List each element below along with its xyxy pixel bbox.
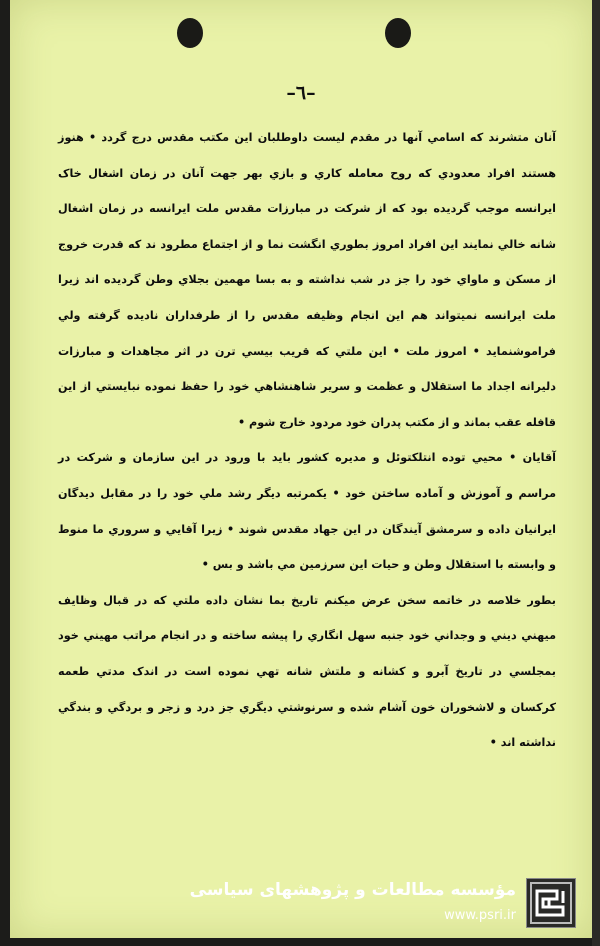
watermark-url[interactable]: www.psri.ir (444, 908, 516, 923)
page-number: –٦– (286, 82, 316, 104)
document-page (10, 0, 592, 938)
punch-hole-right (385, 18, 411, 48)
psri-logo-icon (526, 878, 576, 928)
watermark-title: مؤسسه مطالعات و پژوهشهای سیاسی (189, 880, 516, 900)
watermark (189, 874, 576, 932)
document-body (58, 120, 556, 761)
paragraph-3: بطور خلاصه در خاتمه سخن عرض ميکنم تاريخ بما نشان داده ملتي که در قبال وظايف ميهني ديني و وجداني خود جنبه سهل انگاري را پيشه ساخته و در انجام مراتب مهيني خود بمجلسي در تاريخ آبرو و کشانه و ملتش شانه تهي نموده است در اندک مدتي طعمه کرکسان و لاشخوران خون آشام شده و سرنوشتي ديگري جز درد و زجر و بردگي و بندگي نداشته اند • (58, 593, 556, 750)
paragraph-1: آنان متشرند که اسامي آنها در مقدم ليست داوطلبان اين مکتب مقدس درج گردد • هنوز هستند افراد معدودي که روح معامله کاري و بازي بهر جهت آنان در زمان اشغال خاک ايرانسه موجب گرديده بود که از شرکت در مبارزات مقدس ملت ايرانسه در زمان اشغال شانه خالي نمايند اين افراد امروز بطوري انگشت نما و از اجتماع مطرود ند که قدرت خروج از مسکن و ماواي خود را جز در شب نداشته و به بسا مهمين بجلاي وطن گرديده اند زيرا ملت ايرانسه نميتواند هم اين انجام وظيفه مقدس را از طرفداران ناديده گرفته ولي فراموشنمايد • امروز ملت • اين ملتي که قريب بيسي ترن در اثر مجاهدات و مبارزات دليرانه اجداد ما استقلال و عظمت و سرير شاهنشاهي خود را حفظ نموده نبايستي از اين قافله عقب بماند و از مکتب پدران خود مردود خارج شوم • (58, 131, 556, 429)
paragraph-2: آقايان • محيي توده انتلکتوئل و مديره کشور بايد با ورود در اين سازمان و شرکت در مراسم و آموزش و آماده ساختن خود • يکمرتبه ديگر رشد ملي خود را در مقابل ديدگان ايرانيان داده و سرمشق آيندگان در اين جهاد مقدس شوند • زيرا آقايي و سروري ما منوط و وابسته با استقلال وطن و حيات اين سرزمين مي باشد و بس • (58, 451, 556, 572)
punch-hole-left (177, 18, 203, 48)
scan-edge (592, 0, 600, 946)
